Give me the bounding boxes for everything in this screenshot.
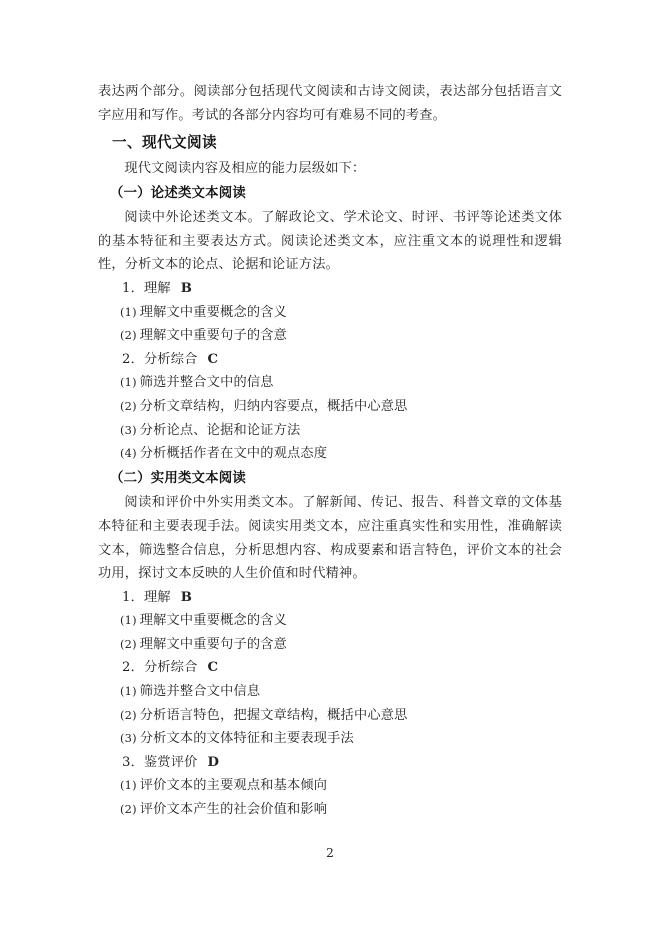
ability-index: 1． xyxy=(122,281,144,297)
ability-index: 3． xyxy=(122,754,144,770)
point-marker: (1) xyxy=(120,304,137,319)
ability-level: B xyxy=(180,589,193,605)
point-text: 分析语言特色，把握文章结构，概括中心意思 xyxy=(139,707,408,723)
ability-name: 鉴赏评价 xyxy=(143,754,198,770)
point-marker: (3) xyxy=(120,731,137,746)
subsection-2-paragraph: 阅读和评价中外实用类文本。了解新闻、传记、报告、科普文章的文体基本特征和主要表现手法。阅读实用类文本，应注重真实性和实用性，准确解读文本，筛选整合信息，分析思想内容、构成要素和语言特色，评价文本的社会功用，探讨文本反映的人生价值和时代精神。 xyxy=(98,495,562,582)
intro-paragraph: 表达两个部分。阅读部分包括现代文阅读和古诗文阅读，表达部分包括语言文字应用和写作。考试的各部分内容均可有难易不同的考查。 xyxy=(98,84,562,123)
point-marker: (1) xyxy=(120,375,137,390)
subsection-1-paragraph: 阅读中外论述类文本。了解政论文、学术论文、时评、书评等论述类文体的基本特征和主要表达方式。阅读论述类文本，应注重文本的说理性和逻辑性，分析文本的论点、论据和论证方法。 xyxy=(98,210,562,273)
ability-item xyxy=(98,586,562,610)
ability-item xyxy=(98,656,562,680)
ability-point xyxy=(98,442,562,466)
ability-index: 1． xyxy=(122,589,144,605)
point-text: 理解文中重要概念的含义 xyxy=(139,613,288,629)
ability-level: C xyxy=(207,660,219,676)
ability-point xyxy=(98,633,562,657)
ability-name: 理解 xyxy=(143,589,171,605)
point-marker: (1) xyxy=(120,778,137,793)
point-marker: (2) xyxy=(120,328,137,343)
ability-point xyxy=(98,609,562,633)
ability-name: 分析综合 xyxy=(143,660,198,676)
point-text: 筛选并整合文中信息 xyxy=(139,684,261,700)
point-text: 筛选并整合文中的信息 xyxy=(139,375,274,391)
subsection-heading-argumentative-text: （一）论述类文本阅读 xyxy=(110,185,246,201)
ability-index: 2． xyxy=(122,351,144,367)
point-marker: (4) xyxy=(120,446,137,461)
point-text: 分析概括作者在文中的观点态度 xyxy=(139,446,328,462)
ability-item xyxy=(98,277,562,301)
ability-level: D xyxy=(207,754,220,770)
point-text: 理解文中重要句子的含意 xyxy=(139,636,288,652)
point-marker: (2) xyxy=(120,636,137,651)
ability-level: B xyxy=(180,281,193,297)
ability-name: 理解 xyxy=(143,281,171,297)
ability-name: 分析综合 xyxy=(143,351,198,367)
point-text: 理解文中重要概念的含义 xyxy=(139,304,288,320)
point-marker: (1) xyxy=(120,613,137,628)
subsection-heading-practical-text: （二）实用类文本阅读 xyxy=(110,470,246,486)
ability-point xyxy=(98,704,562,728)
point-marker: (1) xyxy=(120,684,137,699)
page-content xyxy=(98,80,562,822)
ability-item xyxy=(98,348,562,372)
point-text: 分析文章结构，归纳内容要点，概括中心意思 xyxy=(139,399,408,415)
ability-point xyxy=(98,680,562,704)
ability-level: C xyxy=(207,351,219,367)
ability-point xyxy=(98,774,562,798)
section-heading-modern-reading: 一、现代文阅读 xyxy=(112,134,217,152)
ability-point xyxy=(98,301,562,325)
point-marker: (2) xyxy=(120,707,137,722)
ability-point xyxy=(98,324,562,348)
point-marker: (3) xyxy=(120,422,137,437)
section-lead-text: 现代文阅读内容及相应的能力层级如下： xyxy=(124,161,366,177)
point-text: 理解文中重要句子的含意 xyxy=(139,328,288,344)
ability-index: 2． xyxy=(122,660,144,676)
ability-point xyxy=(98,727,562,751)
point-text: 评价文本的主要观点和基本倾向 xyxy=(139,778,328,794)
point-text: 分析文本的文体特征和主要表现手法 xyxy=(139,731,354,747)
ability-point xyxy=(98,395,562,419)
point-text: 评价文本产生的社会价值和影响 xyxy=(139,802,328,818)
point-marker: (2) xyxy=(120,399,137,414)
page-number: 2 xyxy=(326,845,334,860)
ability-item xyxy=(98,751,562,775)
point-marker: (2) xyxy=(120,802,137,817)
ability-point xyxy=(98,371,562,395)
ability-point xyxy=(98,419,562,443)
point-text: 分析论点、论据和论证方法 xyxy=(139,422,301,438)
ability-point xyxy=(98,798,562,822)
